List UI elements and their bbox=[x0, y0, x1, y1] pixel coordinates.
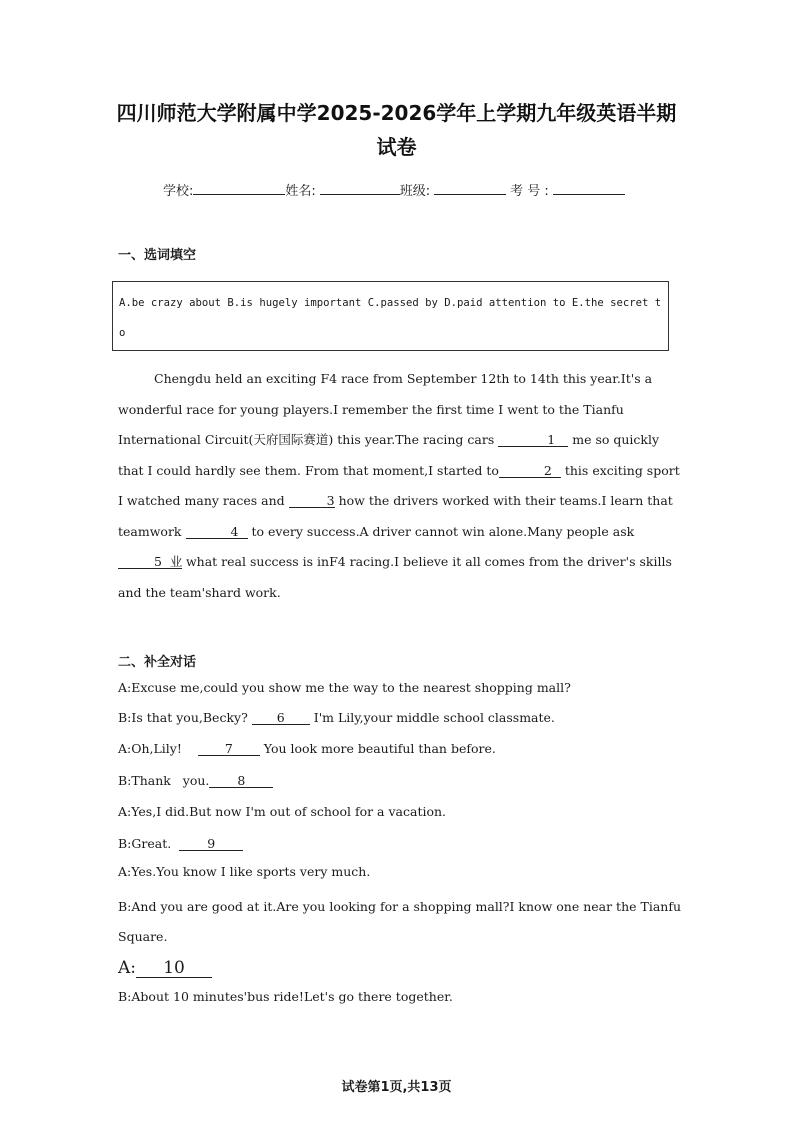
title-line-1: 四川师范大学附属中学2025-2026学年上学期九年级英语半期 bbox=[116, 101, 677, 125]
passage-sentence: what real success is inF4 racing.I believe it all comes from the driver's skills and the team'shard work. bbox=[118, 554, 672, 600]
blank-6[interactable]: 6 bbox=[252, 711, 310, 725]
student-info bbox=[163, 180, 625, 199]
dialogue-text: B:Great. bbox=[118, 836, 172, 851]
dialogue-text: A:Yes.You know I like sports very much. bbox=[118, 864, 371, 879]
passage-sentence: this exciting sport I watched many races and bbox=[118, 462, 680, 508]
dialogue-text: A:Yes,I did.But now I'm out of school for a vacation. bbox=[118, 804, 447, 819]
dialogue-line bbox=[118, 836, 243, 851]
name-label: 姓名: bbox=[285, 184, 316, 199]
page-title bbox=[0, 96, 793, 164]
passage bbox=[118, 364, 688, 608]
blank-10[interactable]: 10 bbox=[136, 960, 212, 978]
school-blank[interactable] bbox=[193, 181, 285, 195]
dialogue-text: B:Thank you. bbox=[118, 773, 210, 788]
exam-no-label: 考 号 : bbox=[510, 184, 549, 199]
dialogue-text: I'm Lily,your middle school classmate. bbox=[313, 710, 555, 725]
dialogue-text: B:And you are good at it.Are you looking for a shopping mall?I know one near the Tianfu bbox=[118, 899, 682, 914]
blank-2[interactable]: 2 bbox=[499, 464, 561, 478]
blank-5[interactable] bbox=[118, 555, 182, 569]
dialogue-line bbox=[118, 710, 555, 725]
dialogue-line bbox=[118, 929, 167, 944]
blank-5-number: 5 bbox=[154, 554, 162, 569]
title-line-2: 试卷 bbox=[376, 135, 417, 159]
class-label: 班级: bbox=[399, 184, 431, 199]
passage-sentence: me so quickly that I could hardly see them. From that moment,I started to bbox=[118, 432, 660, 478]
blank-4[interactable]: 4 bbox=[186, 525, 248, 539]
dialogue-text: A:Oh,Lily! bbox=[118, 741, 182, 756]
dialogue-line bbox=[118, 680, 571, 695]
dialogue-line bbox=[118, 989, 453, 1004]
passage-sentence: Chengdu held an exciting F4 race from September 12th to 14th this year.It's a wonderful race for young players.I remember the first time I went to the Tianfu International Circuit(天府国际赛道) this year.The racing cars bbox=[118, 371, 653, 447]
blank-7[interactable]: 7 bbox=[198, 742, 260, 756]
page-footer: 试卷第1页,共13页 bbox=[341, 1080, 452, 1095]
dialogue-text: B:About 10 minutes'bus ride!Let's go there together. bbox=[118, 989, 453, 1004]
dialogue-text: A:Excuse me,could you show me the way to the nearest shopping mall? bbox=[118, 680, 571, 695]
passage-sentence: how the drivers worked with their teams.I learn that teamwork bbox=[118, 493, 673, 539]
blank-9[interactable]: 9 bbox=[179, 837, 243, 851]
section-2-heading: 二、补全对话 bbox=[118, 655, 197, 670]
dialogue-line bbox=[118, 958, 212, 978]
blank-1[interactable]: 1 bbox=[498, 433, 568, 447]
dialogue-line bbox=[118, 899, 681, 914]
passage-sentence: to every success.A driver cannot win alone.Many people ask bbox=[251, 523, 635, 539]
exam-no-blank[interactable] bbox=[553, 181, 625, 195]
dialogue-text: You look more beautiful than before. bbox=[263, 741, 496, 756]
blank-8[interactable]: 8 bbox=[209, 774, 273, 788]
blank-5-extra: 业 bbox=[169, 554, 183, 569]
blank-3[interactable]: 3 bbox=[289, 494, 335, 508]
dialogue-text: Square. bbox=[118, 929, 168, 944]
passage-text bbox=[118, 364, 688, 608]
dialogue-text: A: bbox=[118, 958, 137, 978]
name-blank[interactable] bbox=[320, 181, 400, 195]
word-bank-box: A.be crazy about B.is hugely important C.passed by D.paid attention to E.the secret to bbox=[112, 281, 669, 351]
school-label: 学校: bbox=[163, 184, 194, 199]
dialogue-line bbox=[118, 804, 446, 819]
section-1-heading: 一、选词填空 bbox=[118, 248, 197, 263]
dialogue-line bbox=[118, 773, 273, 788]
dialogue-line bbox=[118, 741, 496, 756]
class-blank[interactable] bbox=[434, 181, 506, 195]
dialogue-line bbox=[118, 864, 370, 879]
dialogue-text: B:Is that you,Becky? bbox=[118, 710, 248, 725]
